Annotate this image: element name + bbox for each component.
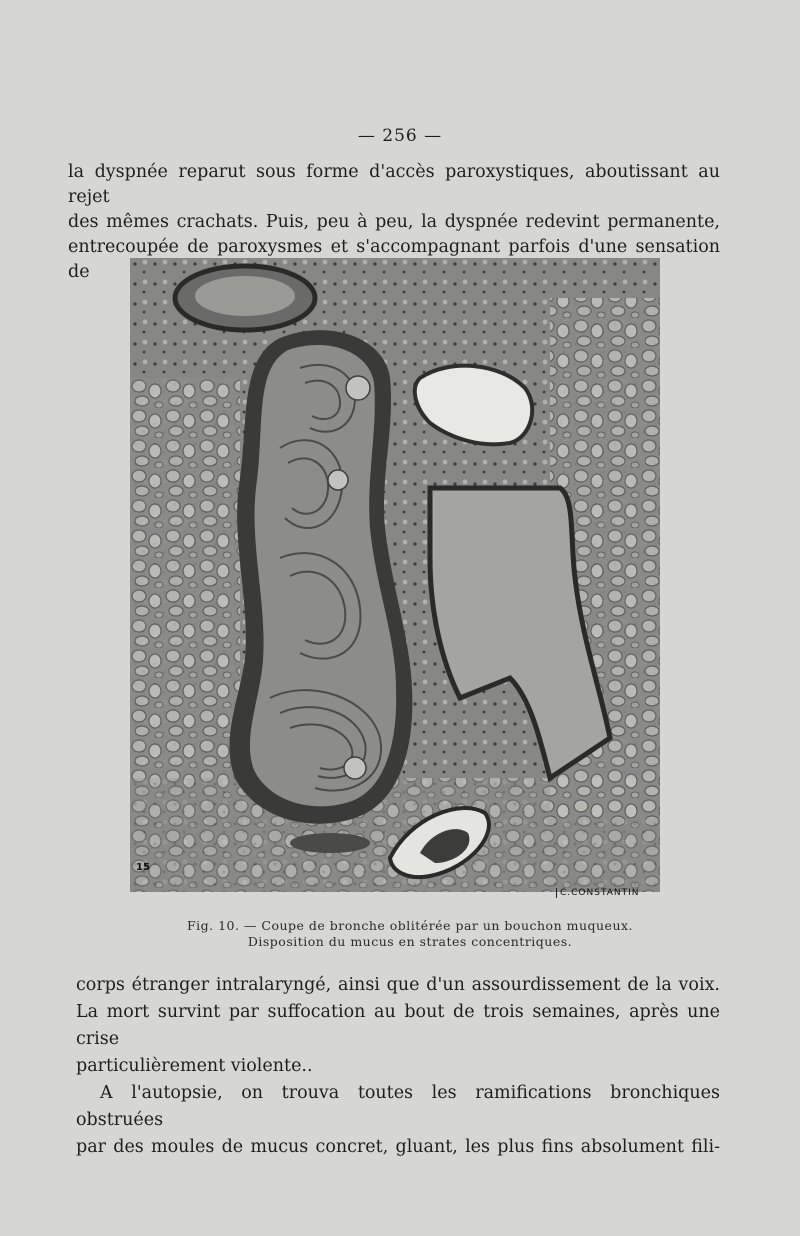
text-line: particulièrement violente.. xyxy=(76,1056,313,1076)
text-line: La mort survint par suffocation au bout de trois semaines, après une crise xyxy=(76,1002,720,1049)
paragraph-bottom xyxy=(76,972,720,1161)
plate-mark: 15 xyxy=(136,862,150,873)
text-line: A l'autopsie, on trouva toutes les ramifications bronchiques obstruées xyxy=(76,1083,720,1130)
text-line: par des moules de mucus concret, gluant, les plus fins absolument fili- xyxy=(76,1137,720,1157)
histology-figure xyxy=(130,258,660,892)
text-line: des mêmes crachats. Puis, peu à peu, la dyspnée redevint permanente, xyxy=(68,212,720,232)
text-line: entrecoupée de paroxysmes et s'accompagnant parfois d'une sensation de xyxy=(68,237,720,282)
artist-signature: C.CONSTANTIN xyxy=(556,888,640,898)
text-line: la dyspnée reparut sous forme d'accès paroxystiques, aboutissant au rejet xyxy=(68,162,720,207)
text-line: corps étranger intralaryngé, ainsi que d'un assourdissement de la voix. xyxy=(76,975,720,995)
bronchus-section-illustration xyxy=(130,258,660,892)
figure-caption-line1: Fig. 10. — Coupe de bronche oblitérée par un bouchon muqueux. xyxy=(186,918,634,933)
page-number: — 256 — xyxy=(357,126,443,146)
figure-caption-line2: Disposition du mucus en strates concentriques. xyxy=(247,934,573,949)
